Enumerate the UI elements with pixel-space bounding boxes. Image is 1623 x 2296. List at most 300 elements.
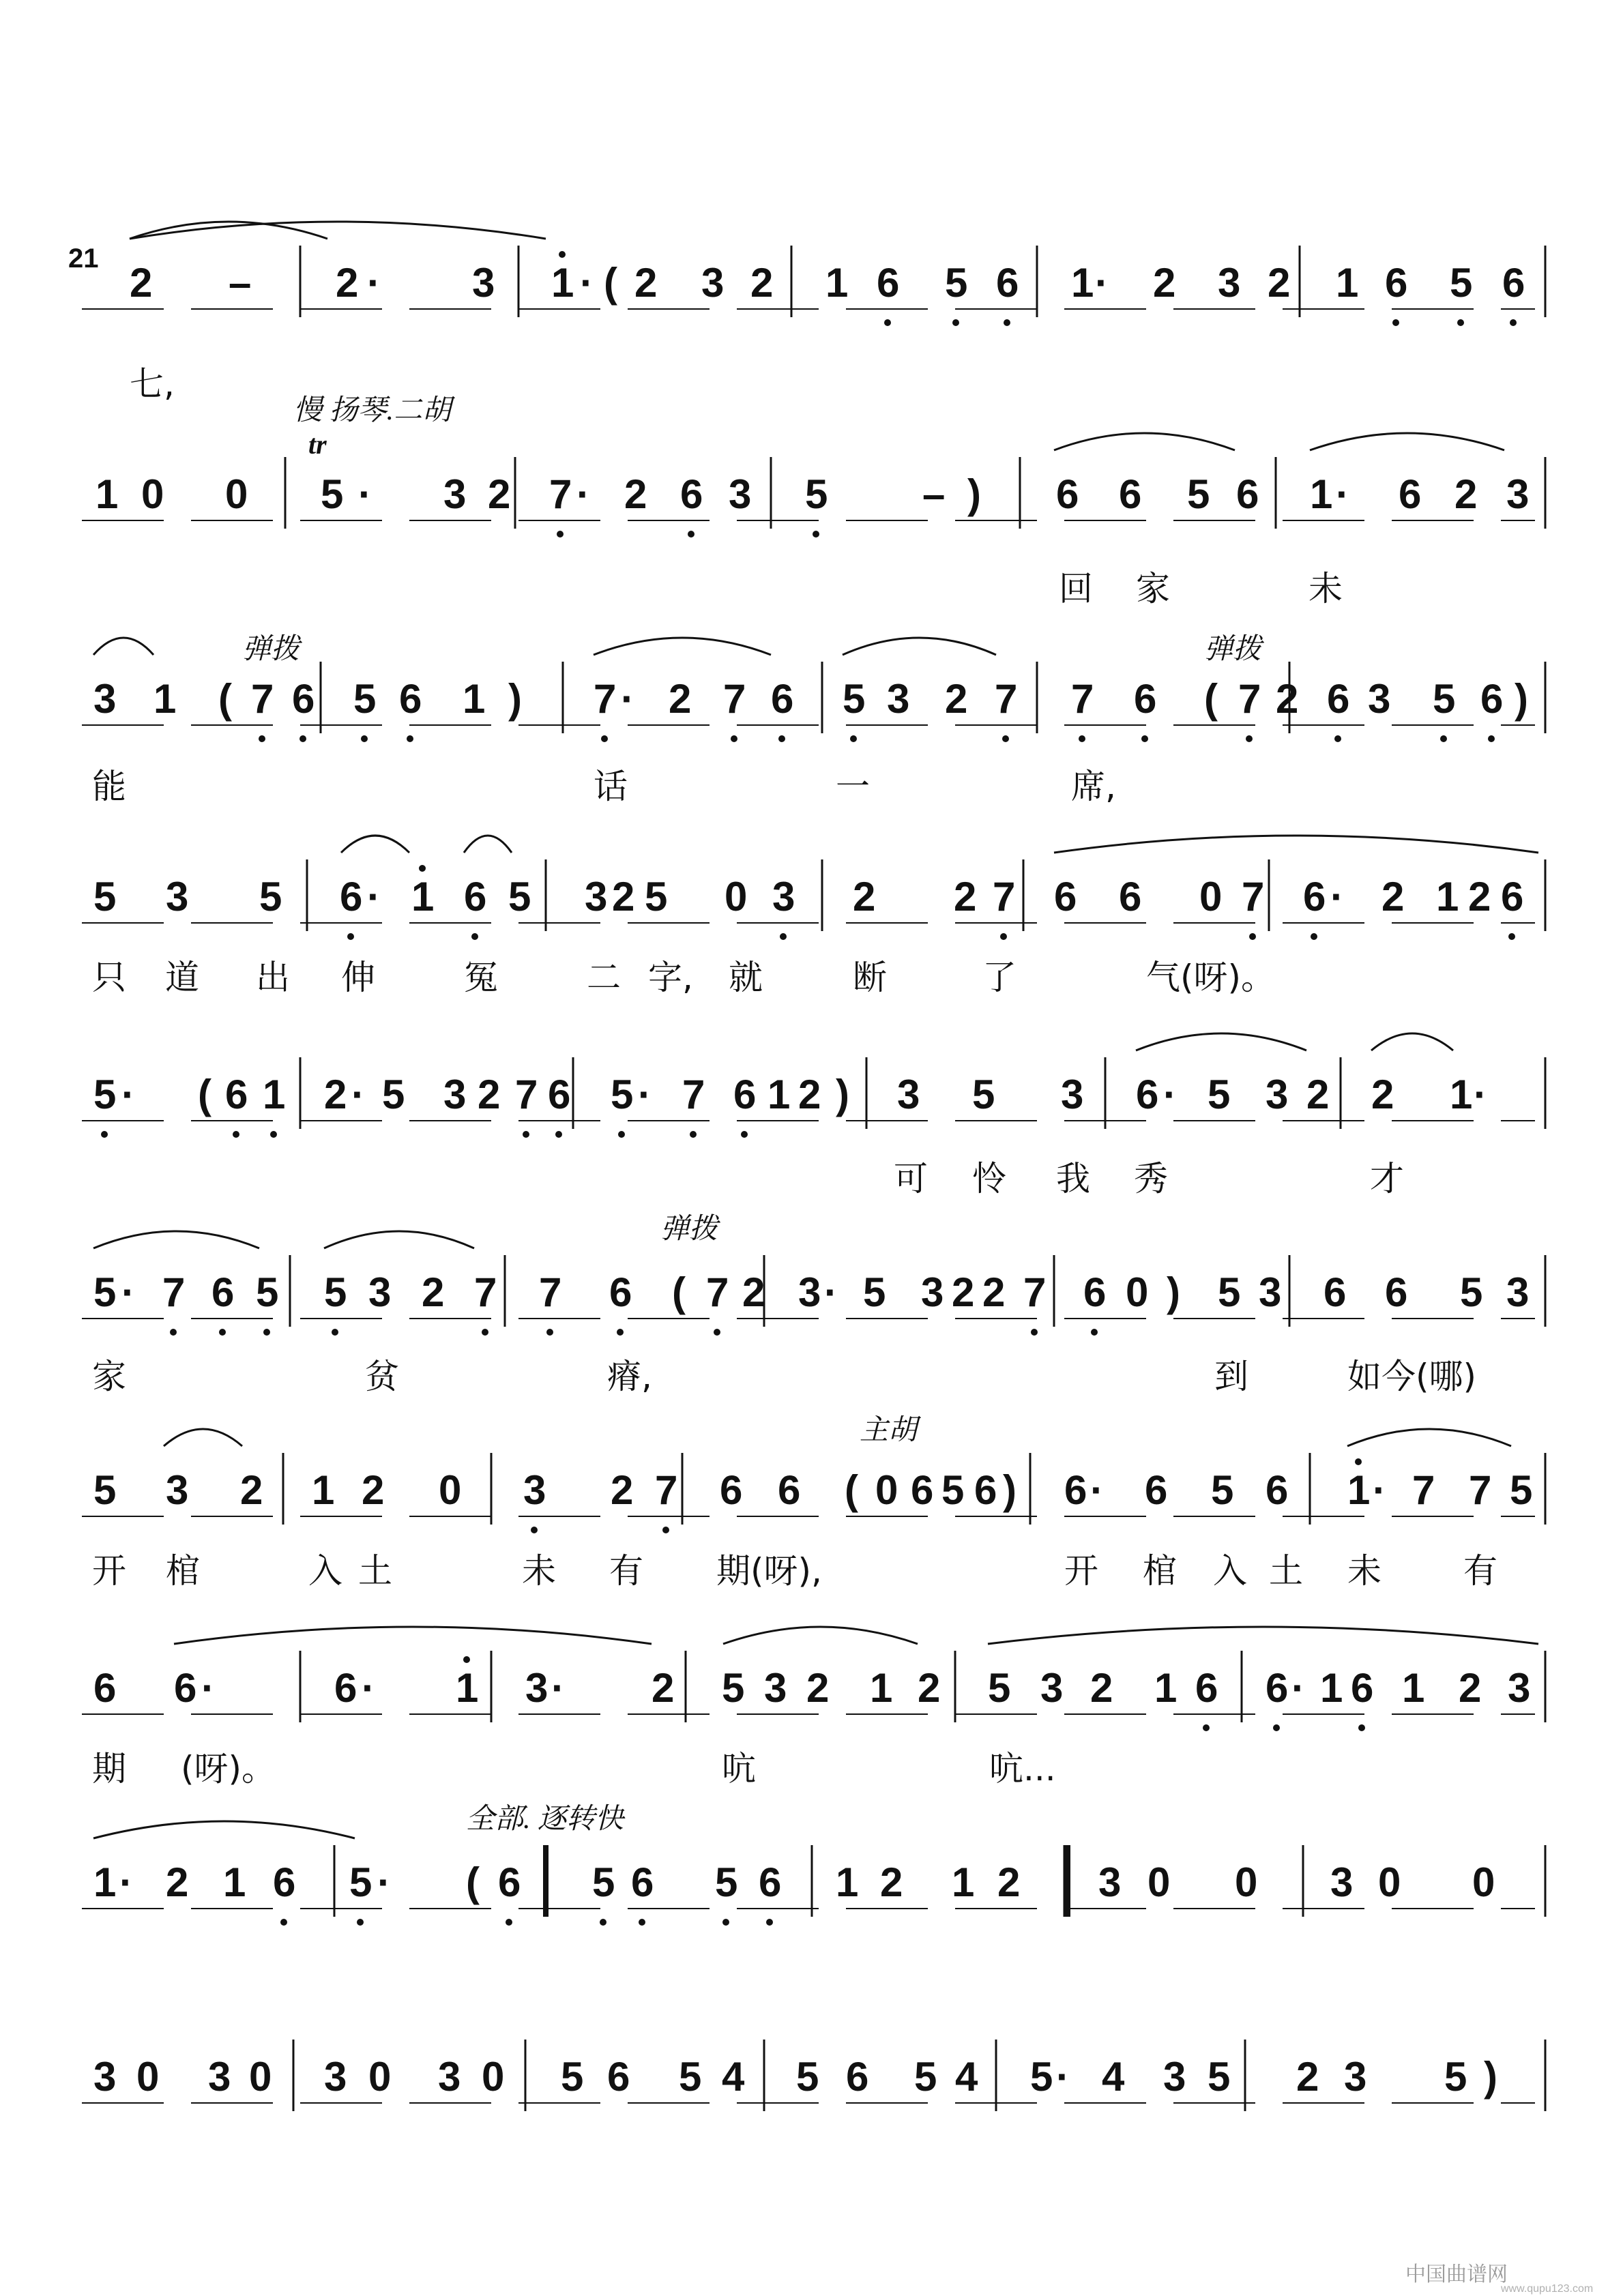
note: 3 <box>525 1665 549 1711</box>
note: 6 <box>720 1467 743 1513</box>
low-octave-dot <box>1392 319 1399 326</box>
low-octave-dot <box>357 1919 364 1926</box>
performance-mark: 慢 扬琴.二胡 <box>293 395 452 426</box>
slur <box>1054 836 1538 853</box>
note: 2 <box>954 874 977 919</box>
dot-extension: · <box>1330 874 1344 919</box>
performance-mark: 主胡 <box>860 1415 918 1446</box>
note: 5 <box>1208 1072 1231 1117</box>
note: 5 <box>256 1269 279 1315</box>
dash-extension: – <box>229 260 252 306</box>
lyric: 开 <box>92 1551 126 1591</box>
note: 3 <box>166 874 189 919</box>
dot-extension: · <box>576 471 590 517</box>
note: 0 <box>1199 874 1223 919</box>
dot-extension: · <box>1336 471 1349 517</box>
note: 0 <box>1472 1859 1495 1905</box>
note: 6 <box>1501 874 1524 919</box>
dot-extension: · <box>551 1665 565 1711</box>
note: 3 <box>443 1072 467 1117</box>
note: 3 <box>1163 2054 1186 2100</box>
note: 6 <box>1480 676 1504 722</box>
low-octave-dot <box>270 1131 277 1138</box>
low-octave-dot <box>1488 735 1495 742</box>
note: 2 <box>952 1269 975 1315</box>
low-octave-dot <box>884 319 891 326</box>
low-octave-dot <box>1510 319 1517 326</box>
note: 1 <box>767 1072 791 1117</box>
lyric: 出 <box>256 958 290 997</box>
note: 5 <box>715 1859 738 1905</box>
note: 6 <box>778 1467 801 1513</box>
slur <box>174 1627 652 1644</box>
note: 6 <box>399 676 422 722</box>
note: 5 <box>349 1859 372 1905</box>
note: 5 <box>988 1665 1011 1711</box>
note: 5 <box>1450 260 1473 306</box>
note: 7 <box>995 676 1018 722</box>
dot-extension: · <box>1474 1072 1487 1117</box>
note: 7 <box>515 1072 538 1117</box>
high-octave-dot <box>559 251 566 258</box>
dot-extension: · <box>580 260 594 306</box>
dot-extension: · <box>358 471 372 517</box>
section-start-marker: 21 <box>68 244 99 274</box>
low-octave-dot <box>1273 1724 1280 1731</box>
note: 1 <box>1071 260 1094 306</box>
note: 6 <box>498 1859 521 1905</box>
low-octave-dot <box>780 933 787 940</box>
low-octave-dot <box>690 1131 697 1138</box>
note: 6 <box>1195 1665 1218 1711</box>
note: 2 <box>1459 1665 1482 1711</box>
note: 6 <box>1266 1665 1289 1711</box>
lyric: 回 <box>1059 569 1093 608</box>
note: 3 <box>1098 1859 1122 1905</box>
low-octave-dot <box>639 1919 645 1926</box>
performance-mark: 弹拨 <box>242 634 300 665</box>
note: 5 <box>93 1269 117 1315</box>
note: 3 <box>1368 676 1391 722</box>
note: 7 <box>682 1072 705 1117</box>
note: 2 <box>880 1859 903 1905</box>
note: 4 <box>955 2054 978 2100</box>
note: 3 <box>1061 1072 1084 1117</box>
note: 3 <box>701 260 725 306</box>
note: 1 <box>870 1665 893 1711</box>
note: 3 <box>166 1467 189 1513</box>
slur <box>843 638 996 655</box>
dot-extension: · <box>201 1665 215 1711</box>
note: 3 <box>1330 1859 1354 1905</box>
dot-extension: · <box>351 1072 365 1117</box>
lyric: 一 <box>836 767 870 806</box>
lyric: 话 <box>594 767 628 806</box>
low-octave-dot <box>1311 933 1317 940</box>
note: 4 <box>722 2054 745 2100</box>
note: 6 <box>211 1269 235 1315</box>
note: 7 <box>474 1269 497 1315</box>
note: 5 <box>796 2054 819 2100</box>
lyric: 吭... <box>989 1749 1056 1789</box>
dot-extension: · <box>1373 1467 1386 1513</box>
slur <box>988 1627 1538 1644</box>
low-octave-dot <box>555 1131 562 1138</box>
note: 6 <box>1351 1665 1374 1711</box>
note: 7 <box>1071 676 1094 722</box>
note: 6 <box>911 1467 934 1513</box>
low-octave-dot <box>600 1919 606 1926</box>
low-octave-dot <box>850 735 857 742</box>
paren: ( <box>845 1467 858 1513</box>
note: 3 <box>897 1072 920 1117</box>
low-octave-dot <box>1440 735 1447 742</box>
note: 1 <box>93 1859 117 1905</box>
note: 3 <box>1344 2054 1367 2100</box>
lyric: 才 <box>1370 1159 1404 1198</box>
dot-extension: · <box>1056 2054 1070 2100</box>
paren: ) <box>967 471 981 517</box>
note: 1 <box>952 1859 975 1905</box>
note: 3 <box>887 676 910 722</box>
note: 5 <box>941 1467 965 1513</box>
slur <box>93 1821 355 1838</box>
note: 1 <box>825 260 849 306</box>
note: 2 <box>742 1269 765 1315</box>
low-octave-dot <box>1141 735 1148 742</box>
lyric: 土 <box>358 1551 392 1591</box>
note: 7 <box>162 1269 186 1315</box>
note: 2 <box>362 1467 385 1513</box>
lyric: 棺 <box>1143 1551 1177 1591</box>
low-octave-dot <box>233 1131 239 1138</box>
note: 6 <box>877 260 900 306</box>
lyric: 就 <box>729 958 763 997</box>
note: 5 <box>1433 676 1456 722</box>
note: 7 <box>1238 676 1261 722</box>
note: 2 <box>422 1269 445 1315</box>
note: 6 <box>996 260 1019 306</box>
note: 7 <box>1023 1269 1047 1315</box>
note: 5 <box>382 1072 405 1117</box>
note: 1 <box>312 1467 335 1513</box>
lyric: 有 <box>609 1551 643 1591</box>
note: 6 <box>548 1072 571 1117</box>
note: 2 <box>488 471 511 517</box>
note: 2 <box>918 1665 941 1711</box>
note: 3 <box>1506 471 1530 517</box>
note: 2 <box>997 1859 1021 1905</box>
note: 5 <box>679 2054 702 2100</box>
watermark-brand: 中国曲谱网 <box>1405 2263 1508 2286</box>
lyric: 期(呀), <box>716 1551 822 1591</box>
trill-mark: tr <box>308 429 327 460</box>
slur <box>93 1231 259 1248</box>
note: 1 <box>463 676 486 722</box>
lyric: 可 <box>894 1159 928 1198</box>
low-octave-dot <box>688 531 694 538</box>
note: 5 <box>611 1072 634 1117</box>
low-octave-dot <box>662 1527 669 1533</box>
note: 2 <box>336 260 359 306</box>
low-octave-dot <box>170 1329 177 1336</box>
low-octave-dot <box>259 735 265 742</box>
lyric: 有 <box>1463 1551 1497 1591</box>
note: 5 <box>843 676 866 722</box>
note: 5 <box>1208 2054 1231 2100</box>
high-octave-dot <box>463 1656 470 1663</box>
note: 5 <box>259 874 282 919</box>
note: 3 <box>921 1269 944 1315</box>
note: 7 <box>655 1467 678 1513</box>
lyric: 家 <box>1136 569 1170 608</box>
note: 1 <box>1436 874 1459 919</box>
note: 3 <box>523 1467 546 1513</box>
note: 6 <box>1054 874 1077 919</box>
performance-mark: 弹拨 <box>660 1213 718 1245</box>
note: 5 <box>93 1467 117 1513</box>
low-octave-dot <box>361 735 368 742</box>
note: 6 <box>1119 471 1142 517</box>
note: 2 <box>324 1072 347 1117</box>
paren: ( <box>1204 676 1218 722</box>
note: 0 <box>141 471 164 517</box>
note: 5 <box>1030 2054 1053 2100</box>
slur <box>341 836 409 853</box>
note: 6 <box>680 471 703 517</box>
note: 0 <box>439 1467 462 1513</box>
note: 6 <box>1324 1269 1347 1315</box>
note: 6 <box>1266 1467 1289 1513</box>
notes-layer <box>93 251 1532 2100</box>
note: 1 <box>1450 1072 1473 1117</box>
note: 6 <box>609 1269 632 1315</box>
dot-extension: · <box>824 1269 838 1315</box>
note: 2 <box>1296 2054 1319 2100</box>
note: 2 <box>1381 874 1405 919</box>
note: 2 <box>945 676 968 722</box>
note: 7 <box>706 1269 729 1315</box>
note: 3 <box>772 874 795 919</box>
note: 3 <box>324 2054 347 2100</box>
dot-extension: · <box>121 1269 135 1315</box>
note: 5 <box>945 260 968 306</box>
note: 6 <box>974 1467 997 1513</box>
note: 1 <box>551 260 574 306</box>
paren: ) <box>1484 2054 1497 2100</box>
note: 0 <box>1126 1269 1149 1315</box>
note: 7 <box>723 676 746 722</box>
lyric: 瘠, <box>607 1357 652 1396</box>
paren: ( <box>672 1269 686 1315</box>
note: 3 <box>1266 1072 1289 1117</box>
low-octave-dot <box>722 1919 729 1926</box>
slur <box>164 1429 242 1446</box>
lyric: 吭 <box>722 1749 756 1789</box>
lyric: 二 <box>587 958 621 997</box>
low-octave-dot <box>471 933 478 940</box>
note: 3 <box>585 874 608 919</box>
low-octave-dot <box>531 1527 538 1533</box>
lyric: 道 <box>165 958 199 997</box>
dot-extension: · <box>362 1665 375 1711</box>
dot-extension: · <box>119 1859 133 1905</box>
note: 0 <box>368 2054 392 2100</box>
note: 2 <box>612 874 635 919</box>
low-octave-dot <box>407 735 413 742</box>
note: 7 <box>594 676 617 722</box>
note: 2 <box>634 260 658 306</box>
note: 6 <box>759 1859 782 1905</box>
note: 2 <box>240 1467 263 1513</box>
low-octave-dot <box>263 1329 270 1336</box>
note: 7 <box>993 874 1016 919</box>
slur <box>1347 1429 1511 1446</box>
low-octave-dot <box>1249 933 1256 940</box>
dot-extension: · <box>1163 1072 1177 1117</box>
note: 6 <box>771 676 794 722</box>
note: 6 <box>1134 676 1157 722</box>
slur <box>464 836 512 853</box>
lyric: 棺 <box>166 1551 200 1591</box>
note: 3 <box>438 2054 461 2100</box>
note: 7 <box>1469 1467 1492 1513</box>
note: 5 <box>93 874 117 919</box>
lyric: 了 <box>982 958 1017 997</box>
paren: ) <box>836 1072 849 1117</box>
lyric: (呀)。 <box>181 1749 276 1789</box>
low-octave-dot <box>101 1131 108 1138</box>
note: 3 <box>1508 1665 1531 1711</box>
slur <box>130 222 327 239</box>
low-octave-dot <box>332 1329 338 1336</box>
note: 2 <box>798 1072 821 1117</box>
performance-mark: 弹拨 <box>1204 634 1262 665</box>
note: 1 <box>456 1665 479 1711</box>
lyric: 期 <box>92 1749 126 1789</box>
note: 1 <box>153 676 177 722</box>
watermark-url: www.qupu123.com <box>1501 2283 1594 2295</box>
note: 2 <box>1454 471 1478 517</box>
lyric: 席, <box>1071 767 1116 806</box>
lyric: 断 <box>853 958 887 997</box>
note: 5 <box>1211 1467 1234 1513</box>
note: 6 <box>607 2054 630 2100</box>
note: 6 <box>1083 1269 1107 1315</box>
note: 5 <box>1218 1269 1241 1315</box>
note: 1 <box>1154 1665 1178 1711</box>
low-octave-dot <box>1203 1724 1210 1731</box>
paren: ( <box>218 676 232 722</box>
note: 1 <box>1310 471 1333 517</box>
paren: ( <box>466 1859 480 1905</box>
note: 7 <box>1242 874 1265 919</box>
note: 1 <box>1347 1467 1371 1513</box>
low-octave-dot <box>731 735 737 742</box>
note: 6 <box>846 2054 869 2100</box>
note: 3 <box>93 676 117 722</box>
watermark-logo <box>1405 2263 1593 2295</box>
note: 0 <box>249 2054 272 2100</box>
low-octave-dot <box>778 735 785 742</box>
slur <box>1054 433 1235 450</box>
note: 6 <box>273 1859 296 1905</box>
lyric: 如今(哪) <box>1347 1357 1477 1396</box>
note: 3 <box>798 1269 821 1315</box>
note: 1 <box>263 1072 286 1117</box>
note: 2 <box>1276 676 1299 722</box>
note: 2 <box>624 471 647 517</box>
low-octave-dot <box>1358 1724 1365 1731</box>
note: 2 <box>853 874 876 919</box>
note: 6 <box>225 1072 248 1117</box>
note: 5 <box>1187 471 1210 517</box>
note: 0 <box>875 1467 898 1513</box>
note: 6 <box>1303 874 1326 919</box>
low-octave-dot <box>546 1329 553 1336</box>
dot-extension: · <box>1291 1665 1305 1711</box>
low-octave-dot <box>523 1131 529 1138</box>
low-octave-dot <box>1000 933 1007 940</box>
note: 5 <box>972 1072 995 1117</box>
note: 0 <box>225 471 248 517</box>
note: 3 <box>93 2054 117 2100</box>
note: 4 <box>1102 2054 1125 2100</box>
dot-extension: · <box>621 676 634 722</box>
lyric: 字, <box>648 958 693 997</box>
note: 6 <box>1064 1467 1087 1513</box>
low-octave-dot <box>1002 735 1009 742</box>
note: 2 <box>478 1072 501 1117</box>
note: 3 <box>443 471 467 517</box>
note: 0 <box>1147 1859 1171 1905</box>
low-octave-dot <box>1246 735 1253 742</box>
note: 6 <box>1385 1269 1408 1315</box>
low-octave-dot <box>299 735 306 742</box>
note: 6 <box>292 676 315 722</box>
note: 0 <box>482 2054 505 2100</box>
note: 6 <box>1385 260 1408 306</box>
dot-extension: · <box>377 1859 391 1905</box>
note: 7 <box>539 1269 562 1315</box>
low-octave-dot <box>1334 735 1341 742</box>
note: 1 <box>1402 1665 1425 1711</box>
note: 6 <box>1119 874 1142 919</box>
lyric: 未 <box>1308 569 1343 608</box>
high-octave-dot <box>1355 1458 1362 1465</box>
paren: ) <box>1003 1467 1017 1513</box>
note: 5 <box>93 1072 117 1117</box>
note: 5 <box>353 676 377 722</box>
note: 1 <box>411 874 435 919</box>
note: 6 <box>1399 471 1422 517</box>
note: 5 <box>321 471 344 517</box>
paren: ( <box>198 1072 211 1117</box>
low-octave-dot <box>1457 319 1464 326</box>
note: 6 <box>733 1072 757 1117</box>
paren: ) <box>508 676 522 722</box>
note: 6 <box>1136 1072 1159 1117</box>
lyric: 只 <box>92 958 126 997</box>
dot-extension: · <box>1095 260 1109 306</box>
note: 3 <box>208 2054 231 2100</box>
note: 5 <box>592 1859 615 1905</box>
lyric: 七, <box>130 364 175 404</box>
lyric: 入 <box>1213 1551 1247 1591</box>
slur <box>723 1627 918 1644</box>
note: 3 <box>1506 1269 1530 1315</box>
low-octave-dot <box>714 1329 720 1336</box>
